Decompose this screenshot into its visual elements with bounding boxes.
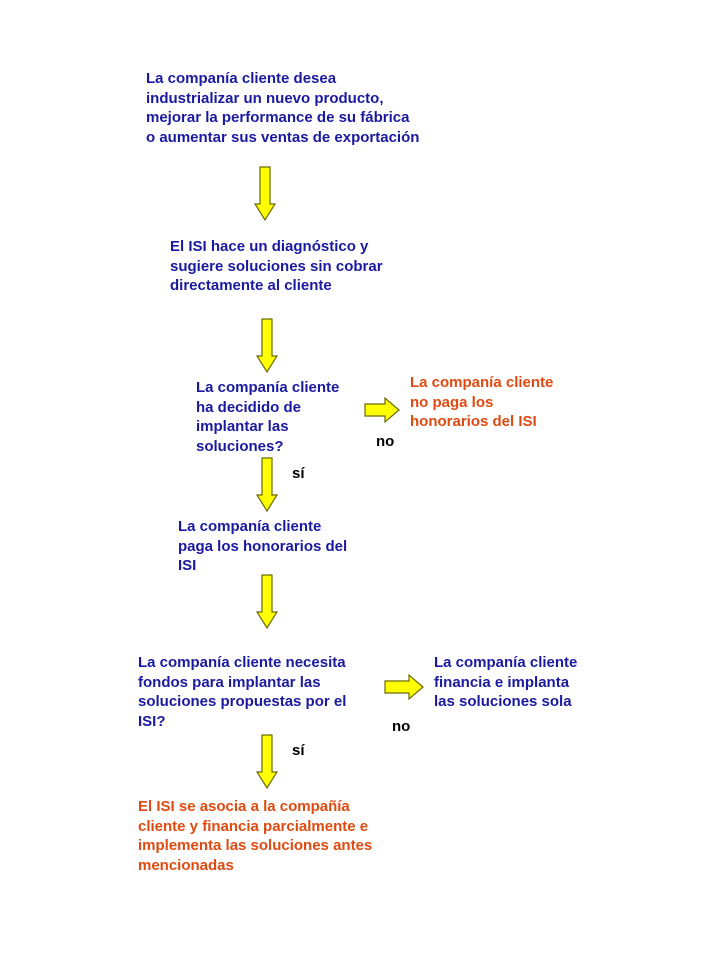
outcome-isi-partnership: El ISI se asocia a la compañía cliente y financia parcialmente e implementa las soluciones antes mencionadas (138, 798, 373, 874)
arrow-down-3 (256, 457, 278, 513)
branch-label-no-1: no (376, 433, 395, 450)
step-diagnosis: El ISI hace un diagnóstico y sugiere soluciones sin cobrar directamente al cliente (170, 238, 383, 294)
outcome-no-fee: La companía cliente no paga los honorarios del ISI (410, 374, 554, 430)
arrow-down-2 (256, 318, 278, 374)
arrow-right-2 (384, 674, 424, 700)
decision-needs-funds: La companía cliente necesita fondos para implantar las soluciones propuestas por el ISI? (138, 654, 347, 730)
branch-label-no-2: no (392, 718, 411, 735)
branch-label-yes-1: sí (292, 465, 305, 482)
arrow-down-4 (256, 574, 278, 630)
step-pays-fees: La companía cliente paga los honorarios del ISI (178, 518, 348, 574)
decision-implement: La companía cliente ha decidido de implantar las soluciones? (196, 379, 340, 455)
arrow-right-1 (364, 397, 400, 423)
arrow-down-5 (256, 734, 278, 790)
arrow-down-1 (254, 166, 276, 222)
branch-label-yes-2: sí (292, 742, 305, 759)
outcome-self-finance: La companía cliente financia e implanta las soluciones sola (434, 654, 578, 710)
step-request: La companía cliente desea industrializar un nuevo producto, mejorar la performance de su fábrica o aumentar sus ventas de exportación (146, 70, 420, 146)
